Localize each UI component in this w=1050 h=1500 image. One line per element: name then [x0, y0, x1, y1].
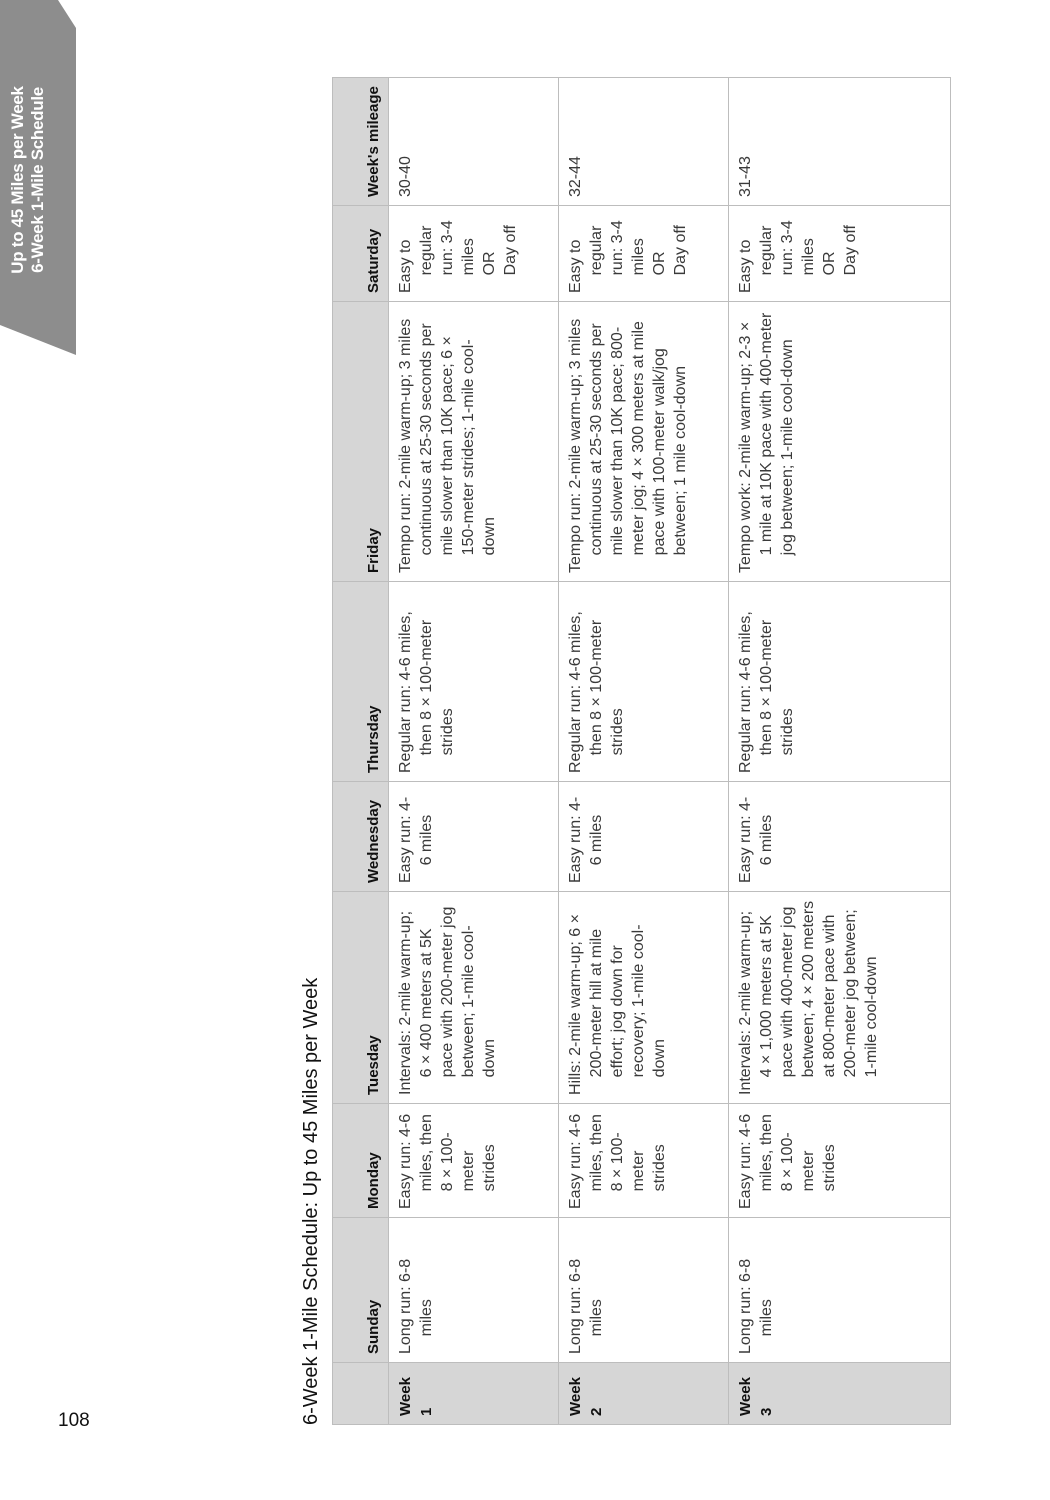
- rotated-content: [290, 75, 912, 1425]
- table-row-week-3: [729, 78, 951, 1425]
- cell-wednesday: [389, 782, 559, 892]
- cell-text: Tempo work: 2-mile warm-up; 2-3 × 1 mile at 10K pace with 400-meter jog between; 1-mile cool-down: [737, 312, 796, 573]
- cell-text: Easy to regular run: 3-4 miles OR Day off: [567, 220, 689, 293]
- cell-wednesday: [729, 782, 951, 892]
- cell-thursday: [729, 582, 951, 782]
- cell-text: Easy to regular run: 3-4 miles OR Day off: [397, 220, 519, 293]
- cell-mileage: [389, 78, 559, 206]
- header-monday: Monday: [333, 1104, 389, 1218]
- header-sunday: Sunday: [333, 1218, 389, 1363]
- page-number: 108: [58, 1410, 90, 1431]
- cell-text: Tempo run: 2-mile warm-up; 3 miles continuous at 25-30 seconds per mile slower than 10K pace; 6 × 150-meter strides; 1-mile cool-down: [397, 318, 498, 573]
- cell-text: Long run: 6-8 miles: [737, 1258, 775, 1354]
- cell-text: 31-43: [737, 156, 754, 197]
- cell-thursday: [389, 582, 559, 782]
- cell-sunday: [729, 1218, 951, 1363]
- page-title: 6-Week 1-Mile Schedule: Up to 45 Miles per Week: [300, 977, 322, 1425]
- cell-sunday: [389, 1218, 559, 1363]
- cell-sunday: [559, 1218, 729, 1363]
- cell-text: Hills: 2-mile warm-up; 6 × 200-meter hill at mile effort; jog down for recovery; 1-mile cool-down: [567, 914, 668, 1095]
- cell-saturday: [559, 206, 729, 302]
- cell-friday: [729, 302, 951, 582]
- cell-saturday: [729, 206, 951, 302]
- cell-text: Long run: 6-8 miles: [397, 1258, 435, 1354]
- schedule-table: [332, 77, 951, 1425]
- cell-text: Easy run: 4-6 miles, then 8 × 100-meter strides: [567, 1113, 668, 1209]
- cell-thursday: [559, 582, 729, 782]
- side-tab: [0, 0, 78, 360]
- cell-text: Easy run: 4-6 miles: [397, 796, 435, 883]
- cell-text: Intervals: 2-mile warm-up; 4 × 1,000 meters at 5K pace with 400-meter jog between; 4 × 200 meters at 800-meter pace with 200-meter jog between; 1-mile cool-down: [737, 900, 880, 1095]
- table-row-week-1: [389, 78, 559, 1425]
- cell-text: Easy run: 4-6 miles: [567, 796, 605, 883]
- row-label: Week 1: [389, 1363, 559, 1425]
- header-row: [333, 78, 389, 1425]
- cell-text: Easy run: 4-6 miles: [737, 796, 775, 883]
- cell-tuesday: [389, 892, 559, 1104]
- cell-text: Tempo run: 2-mile warm-up; 3 miles continuous at 25-30 seconds per mile slower than 10K pace; 800-meter jog; 4 × 300 meters at mile pace with 100-meter walk/jog between; 1 mile cool-down: [567, 318, 689, 573]
- cell-text: 32-44: [567, 156, 584, 197]
- cell-friday: [389, 302, 559, 582]
- header-saturday: Saturday: [333, 206, 389, 302]
- cell-wednesday: [559, 782, 729, 892]
- header-thursday: Thursday: [333, 582, 389, 782]
- cell-text: Regular run: 4-6 miles, then 8 × 100-meter strides: [567, 611, 626, 773]
- header-tuesday: Tuesday: [333, 892, 389, 1104]
- cell-text: Easy run: 4-6 miles, then 8 × 100-meter strides: [737, 1113, 838, 1209]
- cell-monday: [389, 1104, 559, 1218]
- cell-text: Intervals: 2-mile warm-up; 6 × 400 meters at 5K pace with 200-meter jog between; 1-mile cool-down: [397, 906, 498, 1095]
- cell-text: Regular run: 4-6 miles, then 8 × 100-meter strides: [397, 611, 456, 773]
- table-row-week-2: [559, 78, 729, 1425]
- cell-mileage: [729, 78, 951, 206]
- header-weeks-mileage: Week's mileage: [333, 78, 389, 206]
- row-label: Week 3: [729, 1363, 951, 1425]
- header-corner: [333, 1363, 389, 1425]
- side-tab-line1: Up to 45 Miles per Week: [8, 86, 27, 274]
- cell-text: Easy run: 4-6 miles, then 8 × 100-meter strides: [397, 1113, 498, 1209]
- header-friday: Friday: [333, 302, 389, 582]
- cell-friday: [559, 302, 729, 582]
- cell-text: Easy to regular run: 3-4 miles OR Day off: [737, 220, 859, 293]
- cell-text: Regular run: 4-6 miles, then 8 × 100-meter strides: [737, 611, 796, 773]
- cell-text: 30-40: [397, 156, 414, 197]
- cell-saturday: [389, 206, 559, 302]
- header-wednesday: Wednesday: [333, 782, 389, 892]
- side-tab-text: [8, 10, 48, 350]
- cell-monday: [559, 1104, 729, 1218]
- cell-text: Long run: 6-8 miles: [567, 1258, 605, 1354]
- side-tab-line2: 6-Week 1-Mile Schedule: [28, 87, 47, 273]
- row-label: Week 2: [559, 1363, 729, 1425]
- cell-tuesday: [559, 892, 729, 1104]
- cell-tuesday: [729, 892, 951, 1104]
- cell-mileage: [559, 78, 729, 206]
- cell-monday: [729, 1104, 951, 1218]
